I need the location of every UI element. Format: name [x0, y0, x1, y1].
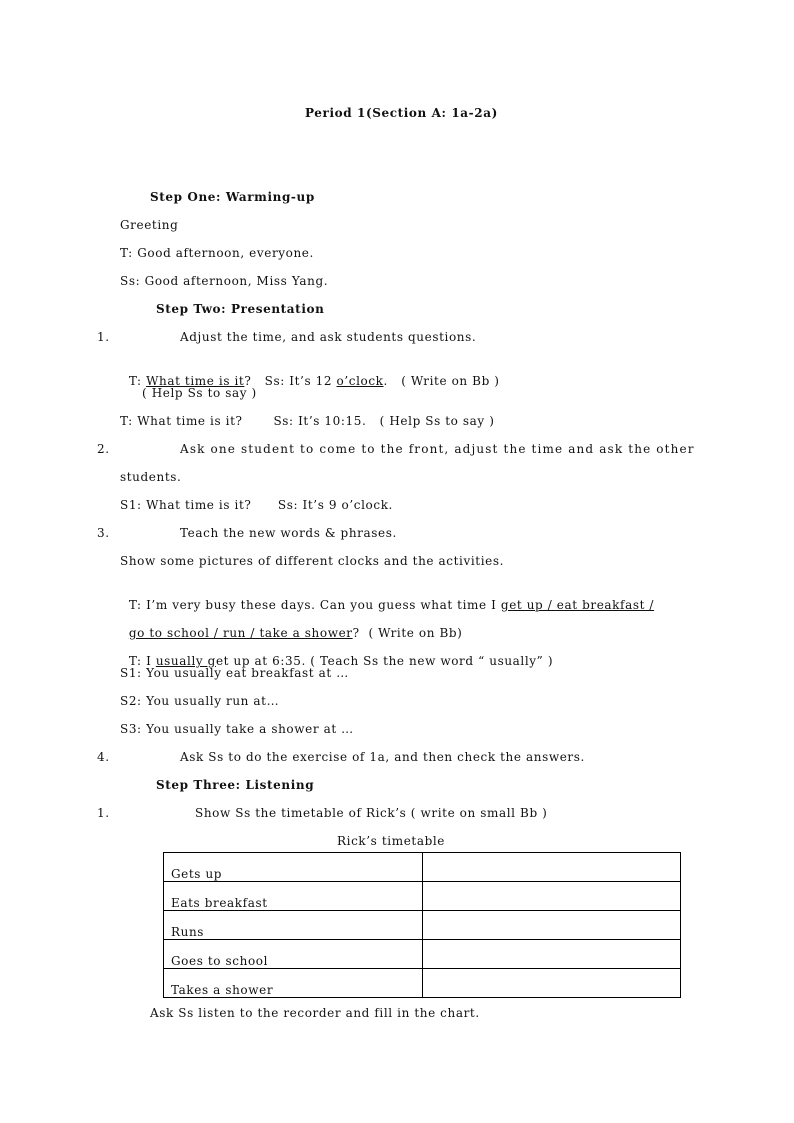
- greeting-text: Greeting: [120, 218, 179, 232]
- item-2-text: Ask one student to come to the front, adjust the time and ask the other: [180, 442, 695, 456]
- tq1-underlined-2: o’clock: [336, 374, 384, 388]
- step-two-heading: Step Two: Presentation: [156, 302, 325, 316]
- table-row: [164, 969, 681, 998]
- busy-underlined-2: go to school / run / take a shower: [128, 626, 353, 640]
- usually-underlined: usually g: [155, 654, 216, 668]
- table-caption: Rick’s timetable: [337, 834, 445, 848]
- busy-prefix: T: I’m very busy these days. Can you guess what time I: [128, 598, 501, 612]
- time-cell: [423, 969, 681, 998]
- page-title: Period 1(Section A: 1a-2a): [305, 106, 498, 120]
- students-greeting: Ss: Good afternoon, Miss Yang.: [120, 274, 329, 288]
- item-2-number: 2.: [97, 442, 110, 456]
- help-note-1: ( Help Ss to say ): [142, 386, 257, 400]
- tq1-end: . ( Write on Bb ): [383, 374, 500, 388]
- busy-underlined: get up / eat breakfast /: [500, 598, 655, 612]
- student-question: S1: What time is it? Ss: It’s 9 o’clock.: [120, 498, 393, 512]
- item-4-text: Ask Ss to do the exercise of 1a, and then check the answers.: [180, 750, 585, 764]
- time-cell: [423, 911, 681, 940]
- usually-end: et up at 6:35. ( Teach Ss the new word “ usually” ): [215, 654, 554, 668]
- time-cell: [423, 940, 681, 969]
- item-5-number: 1.: [97, 806, 110, 820]
- tq1-prefix: T:: [128, 374, 147, 388]
- table-row: [164, 882, 681, 911]
- item-3-number: 3.: [97, 526, 110, 540]
- teacher-question-2: T: What time is it? Ss: It’s 10:15. ( Help Ss to say ): [120, 414, 495, 428]
- item-3-text: Teach the new words & phrases.: [180, 526, 397, 540]
- table-row: [164, 940, 681, 969]
- teacher-greeting: T: Good afternoon, everyone.: [120, 246, 314, 260]
- usually-prefix: T: I: [128, 654, 156, 668]
- tq1-mid: ? Ss: It’s 12: [244, 374, 337, 388]
- table-row: [164, 911, 681, 940]
- activity-cell: Goes to school: [164, 940, 423, 969]
- step-one-heading: Step One: Warming-up: [150, 190, 315, 204]
- timetable: [163, 852, 681, 998]
- student-1-line: S1: You usually eat breakfast at …: [120, 666, 349, 680]
- item-5-text: Show Ss the timetable of Rick’s ( write on small Bb ): [195, 806, 548, 820]
- time-cell: [423, 882, 681, 911]
- table-row: [164, 853, 681, 882]
- busy-end: ? ( Write on Bb): [352, 626, 463, 640]
- step-three-heading: Step Three: Listening: [156, 778, 315, 792]
- show-pictures-text: Show some pictures of different clocks and the activities.: [120, 554, 505, 568]
- item-2-continuation: students.: [120, 470, 182, 484]
- activity-cell: Gets up: [164, 853, 423, 882]
- closing-instruction: Ask Ss listen to the recorder and fill in the chart.: [150, 1006, 480, 1020]
- tq1-underlined: What time is it: [146, 374, 245, 388]
- item-1-text: Adjust the time, and ask students questions.: [180, 330, 477, 344]
- item-4-number: 4.: [97, 750, 110, 764]
- student-3-line: S3: You usually take a shower at …: [120, 722, 354, 736]
- item-1-number: 1.: [97, 330, 110, 344]
- activity-cell: Eats breakfast: [164, 882, 423, 911]
- activity-cell: Takes a shower: [164, 969, 423, 998]
- time-cell: [423, 853, 681, 882]
- activity-cell: Runs: [164, 911, 423, 940]
- student-2-line: S2: You usually run at…: [120, 694, 280, 708]
